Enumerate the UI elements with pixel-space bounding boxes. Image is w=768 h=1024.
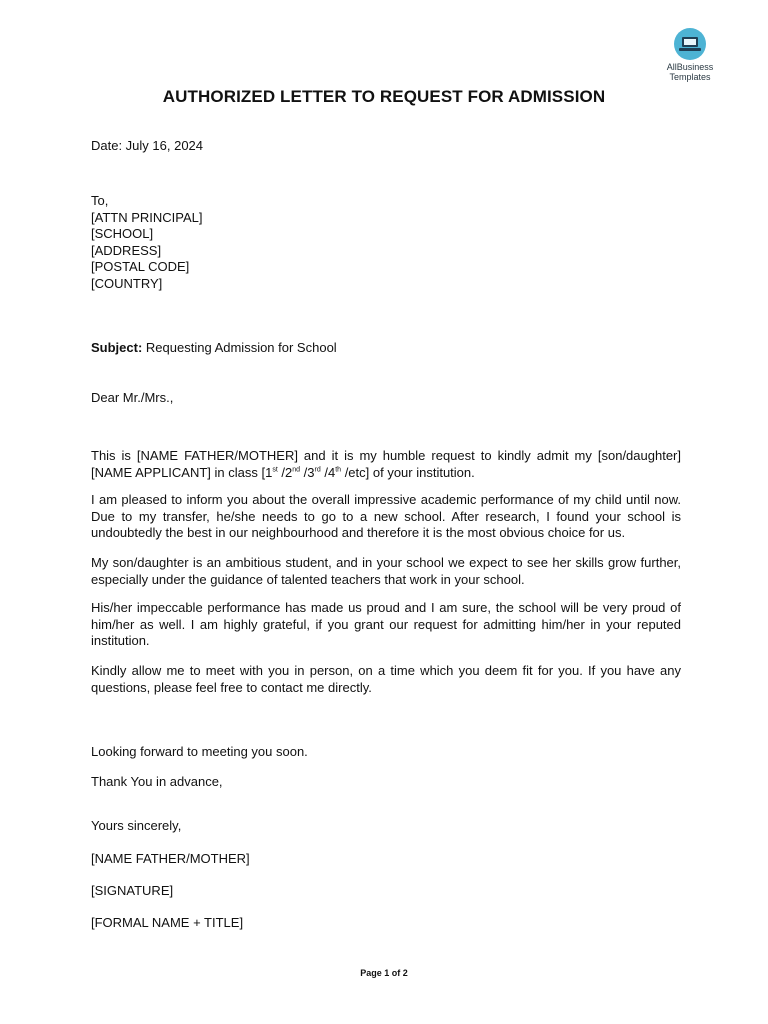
brand-logo[interactable] bbox=[660, 28, 720, 82]
intro-part: /2 bbox=[277, 464, 293, 480]
recipient-line: [ADDRESS] bbox=[91, 242, 162, 258]
paragraph-text: I am pleased to inform you about the overall impressive academic performance of my child until now. Due to my transfer, he/she needs to go to a new school. After research, I found your school is undoubtedly the best in our neighbourhood and therefore it is the most obvious choice for us. bbox=[91, 492, 681, 540]
intro-part: /etc] of your institution. bbox=[341, 464, 475, 480]
recipient-line: [COUNTRY] bbox=[91, 275, 163, 291]
intro-paragraph bbox=[91, 448, 681, 481]
intro-part: This is [NAME FATHER/MOTHER] and it is my humble request to kindly admit my [son/daughter] [NAME APPLICANT] in class [1 bbox=[91, 448, 681, 480]
document-title: AUTHORIZED LETTER TO REQUEST FOR ADMISSION bbox=[162, 87, 606, 106]
intro-text bbox=[91, 448, 681, 481]
sender-name: [NAME FATHER/MOTHER] bbox=[91, 851, 250, 866]
ordinal-suffix: st bbox=[272, 466, 278, 474]
body-paragraph-4 bbox=[91, 663, 681, 696]
subject-line bbox=[91, 340, 681, 357]
logo-line-2: Templates bbox=[669, 72, 711, 82]
recipient-to: To, bbox=[91, 193, 109, 208]
recipient-block bbox=[91, 193, 681, 292]
ordinal-suffix: th bbox=[335, 466, 342, 474]
ordinal-suffix: nd bbox=[292, 466, 301, 474]
body-paragraph-3 bbox=[91, 600, 681, 650]
signature-placeholder: [SIGNATURE] bbox=[91, 883, 174, 898]
paragraph-text: His/her impeccable performance has made us proud and I am sure, the school will be very proud of him/her as well. I am highly grateful, if you grant our request for admitting him/her in your reputed institution. bbox=[91, 600, 681, 648]
page-number: Page 1 of 2 bbox=[360, 968, 408, 978]
recipient-line: [SCHOOL] bbox=[91, 226, 154, 241]
subject-text: Requesting Admission for School bbox=[142, 340, 337, 355]
recipient-line: [ATTN PRINCIPAL] bbox=[91, 209, 203, 225]
intro-part: /3 bbox=[300, 464, 315, 480]
paragraph-text: Kindly allow me to meet with you in person, on a time which you deem fit for you. If you have any questions, please feel free to contact me directly. bbox=[91, 663, 681, 695]
closing-line-2: Thank You in advance, bbox=[91, 774, 223, 789]
salutation: Dear Mr./Mrs., bbox=[91, 390, 174, 405]
subject-label: Subject: bbox=[91, 340, 143, 355]
intro-part: /4 bbox=[320, 464, 336, 480]
recipient-line: [POSTAL CODE] bbox=[91, 259, 190, 274]
ordinal-suffix: rd bbox=[314, 466, 321, 474]
logo-text bbox=[660, 62, 720, 82]
laptop-base-icon bbox=[679, 48, 701, 51]
signoff: Yours sincerely, bbox=[91, 818, 182, 833]
formal-name-title: [FORMAL NAME + TITLE] bbox=[91, 915, 244, 930]
logo-badge bbox=[674, 28, 706, 60]
laptop-icon bbox=[682, 37, 698, 47]
letter-date: Date: July 16, 2024 bbox=[91, 138, 204, 153]
closing-line-1: Looking forward to meeting you soon. bbox=[91, 744, 308, 759]
body-paragraph-2 bbox=[91, 555, 681, 588]
body-paragraph-1 bbox=[91, 492, 681, 542]
logo-line-1: AllBusiness bbox=[666, 62, 714, 72]
paragraph-text: My son/daughter is an ambitious student, and in your school we expect to see her skills grow further, especially under the guidance of talented teachers that work in your school. bbox=[91, 555, 681, 587]
